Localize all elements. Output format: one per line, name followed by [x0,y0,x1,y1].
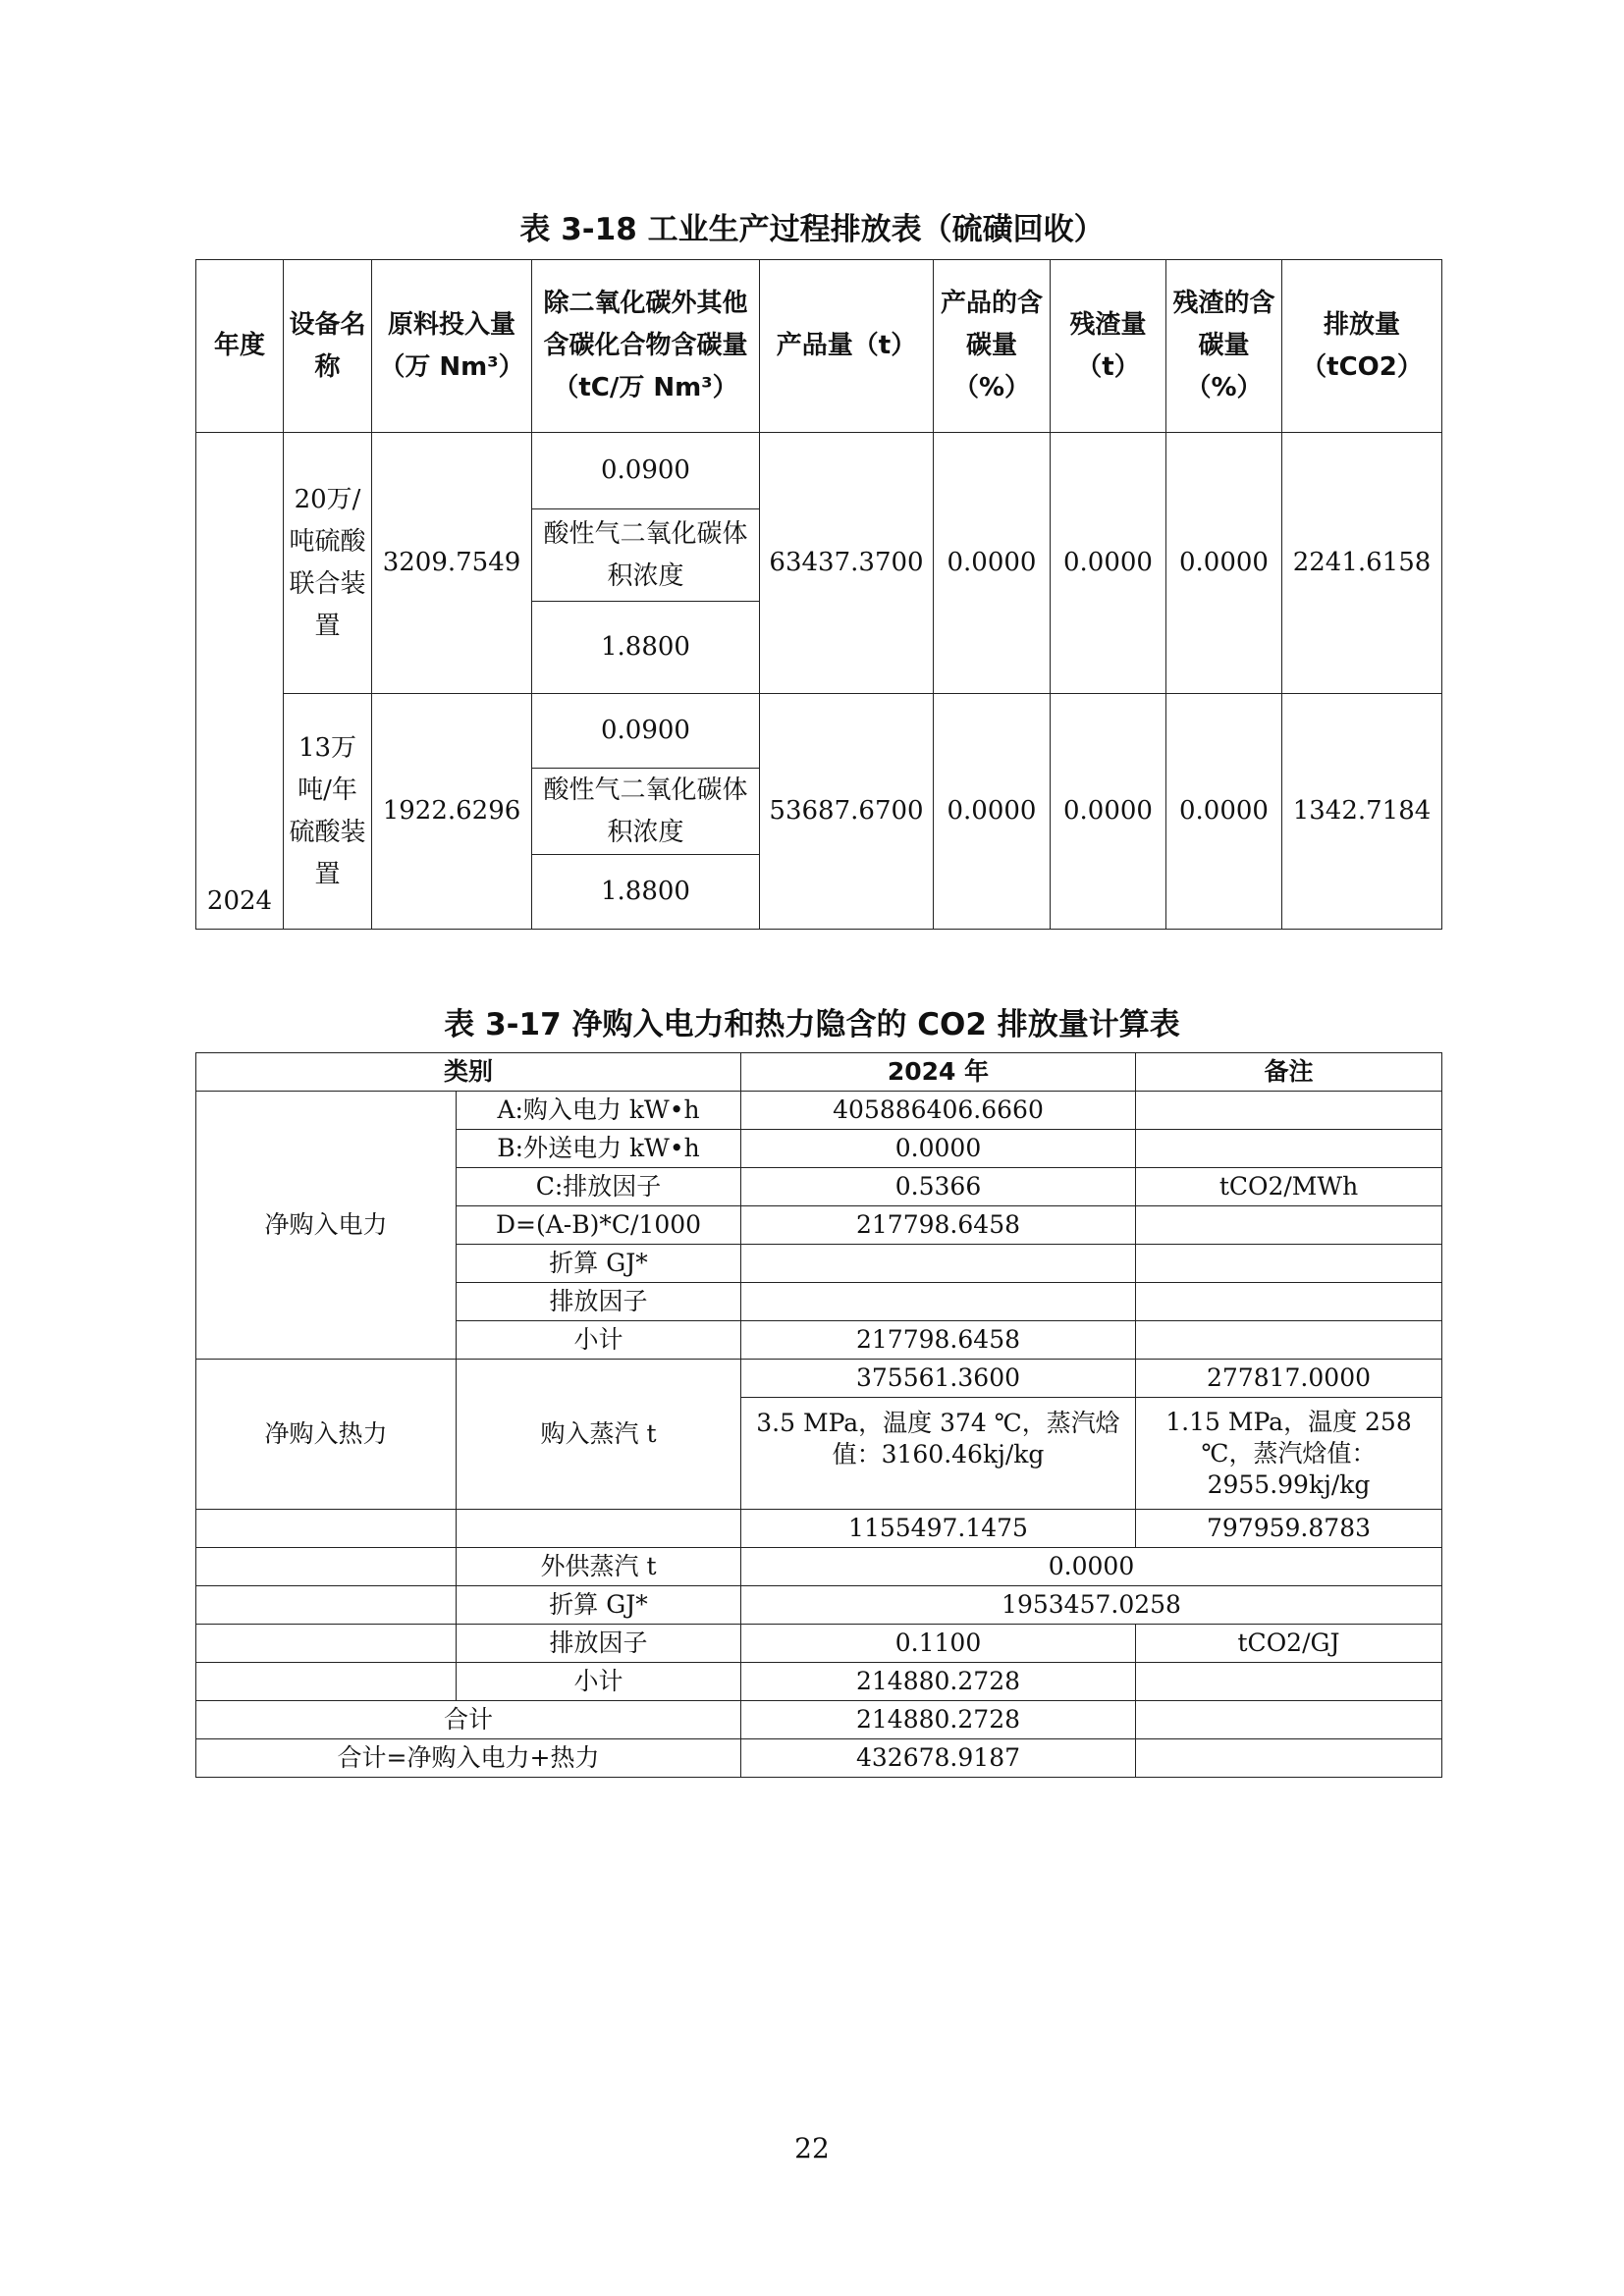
note-cell [1136,1283,1442,1321]
table-17-caption: 表 3-17 净购入电力和热力隐含的 CO2 排放量计算表 [444,1007,1180,1042]
item-cell: 小计 [457,1663,741,1701]
table-row [196,1586,1442,1625]
note-cell: tCO2/GJ [1136,1625,1442,1663]
value-cell: 1155497.1475 [741,1510,1136,1548]
empty-cell [457,1510,741,1548]
device-cell: 20万/吨硫酸联合装置 [284,433,372,694]
table-18-caption: 表 3-18 工业生产过程排放表（硫磺回收） [519,212,1105,247]
item-cell: 折算 GJ* [457,1245,741,1283]
table-row [196,1510,1442,1548]
note-cell: tCO2/MWh [1136,1168,1442,1206]
input-cell: 1922.6296 [372,694,532,930]
table-row [196,1625,1442,1663]
header-category: 类别 [196,1053,741,1092]
residue-cell: 0.0000 [1051,433,1166,694]
value-cell: 217798.6458 [741,1321,1136,1360]
note-cell [1136,1321,1442,1360]
concentration-cell: 1.8800 [532,855,760,930]
steam-desc-cell: 1.15 MPa，温度 258 ℃，蒸汽焓值：2955.99kj/kg [1136,1398,1442,1510]
table-17 [195,1052,1442,1778]
header-note: 备注 [1136,1053,1442,1092]
header-product-carbon: 产品的含碳量（%） [934,260,1051,433]
steam-desc-cell: 3.5 MPa，温度 374 ℃，蒸汽焓值：3160.46kj/kg [741,1398,1136,1510]
header-emission: 排放量（tCO2） [1282,260,1442,433]
value-cell [741,1245,1136,1283]
grand-total-label: 合计=净购入电力+热力 [196,1739,741,1778]
product-cell: 63437.3700 [760,433,934,694]
grand-total-value: 432678.9187 [741,1739,1136,1778]
table-row [196,1663,1442,1701]
value-cell: 0.5366 [741,1168,1136,1206]
header-device: 设备名称 [284,260,372,433]
value-cell: 375561.3600 [741,1360,1136,1398]
note-cell [1136,1130,1442,1168]
table-row [196,1739,1442,1778]
note-cell [1136,1245,1442,1283]
value-cell: 797959.8783 [1136,1510,1442,1548]
carbon-cell: 0.0900 [532,433,760,509]
value-cell: 405886406.6660 [741,1092,1136,1130]
value-cell: 1953457.0258 [741,1586,1442,1625]
table-row [196,1092,1442,1130]
header-year: 年度 [196,260,284,433]
note-cell [1136,1092,1442,1130]
item-cell: C:排放因子 [457,1168,741,1206]
emission-cell: 2241.6158 [1282,433,1442,694]
product-carbon-cell: 0.0000 [934,433,1051,694]
header-input: 原料投入量（万 Nm³） [372,260,532,433]
empty-cell [196,1548,457,1586]
concentration-cell: 1.8800 [532,602,760,694]
item-cell: 排放因子 [457,1625,741,1663]
value-cell: 0.0000 [741,1548,1442,1586]
value-cell: 0.0000 [741,1130,1136,1168]
empty-cell [196,1586,457,1625]
value-cell: 0.1100 [741,1625,1136,1663]
empty-cell [196,1510,457,1548]
note-cell [1136,1739,1442,1778]
value-cell: 217798.6458 [741,1206,1136,1245]
value-cell: 277817.0000 [1136,1360,1442,1398]
table-row [196,694,1442,769]
table-row [196,1548,1442,1586]
item-cell: D=(A-B)*C/1000 [457,1206,741,1245]
product-cell: 53687.6700 [760,694,934,930]
page-number: 22 [794,2132,830,2164]
header-carbon: 除二氧化碳外其他含碳化合物含碳量（tC/万 Nm³） [532,260,760,433]
table-row [196,1360,1442,1398]
item-cell: 小计 [457,1321,741,1360]
item-cell: A:购入电力 kW•h [457,1092,741,1130]
input-cell: 3209.7549 [372,433,532,694]
carbon-cell: 0.0900 [532,694,760,769]
item-cell: 折算 GJ* [457,1586,741,1625]
item-cell: 购入蒸汽 t [457,1360,741,1510]
item-cell: 排放因子 [457,1283,741,1321]
header-residue-carbon: 残渣的含碳量（%） [1166,260,1282,433]
device-cell: 13万吨/年硫酸装置 [284,694,372,930]
year-cell: 2024 [196,433,284,930]
item-cell: 外供蒸汽 t [457,1548,741,1586]
residue-carbon-cell: 0.0000 [1166,694,1282,930]
emission-cell: 1342.7184 [1282,694,1442,930]
product-carbon-cell: 0.0000 [934,694,1051,930]
value-cell [741,1283,1136,1321]
table-18 [195,259,1442,930]
total-value: 214880.2728 [741,1701,1136,1739]
table-row [196,1701,1442,1739]
note-cell: 酸性气二氧化碳体积浓度 [532,509,760,602]
note-cell [1136,1701,1442,1739]
note-cell [1136,1206,1442,1245]
electricity-label: 净购入电力 [196,1092,457,1360]
total-label: 合计 [196,1701,741,1739]
residue-carbon-cell: 0.0000 [1166,433,1282,694]
note-cell: 酸性气二氧化碳体积浓度 [532,769,760,855]
note-cell [1136,1663,1442,1701]
header-product: 产品量（t） [760,260,934,433]
header-residue: 残渣量（t） [1051,260,1166,433]
residue-cell: 0.0000 [1051,694,1166,930]
item-cell: B:外送电力 kW•h [457,1130,741,1168]
value-cell: 214880.2728 [741,1663,1136,1701]
empty-cell [196,1625,457,1663]
header-year: 2024 年 [741,1053,1136,1092]
empty-cell [196,1663,457,1701]
heat-label: 净购入热力 [196,1360,457,1510]
table-row [196,433,1442,509]
